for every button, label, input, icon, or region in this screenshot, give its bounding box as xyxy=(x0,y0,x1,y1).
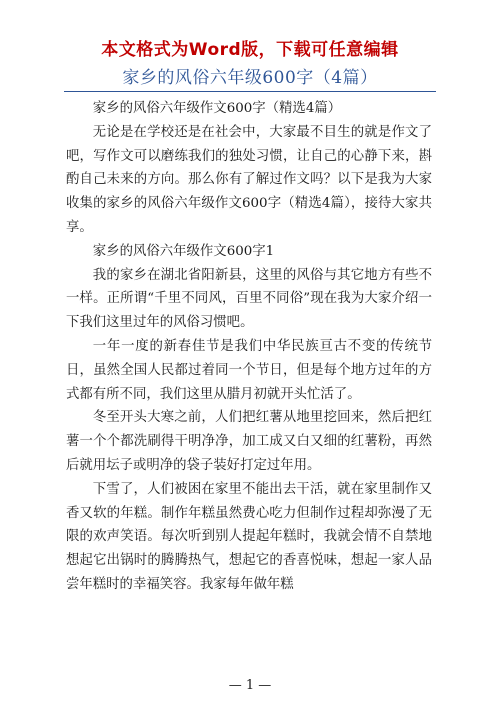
section-heading: 家乡的风俗六年级作文600字1 xyxy=(92,243,275,259)
body-paragraph: 无论是在学校还是在社会中，大家最不目生的就是作文了吧，写作文可以磨练我们的独处习惯，让自己的心静下来，斟酌自己未来的方向。那么你有了解过作文吗？以下是我为大家收集的家乡的风俗六年级作文600字（精选4篇），接待大家共享。 xyxy=(66,124,432,235)
body-paragraph: 下雪了，人们被困在家里不能出去干活，就在家里制作又香又软的年糕。制作年糕虽然费心吃力但制作过程却弥漫了无限的欢声笑语。每次听到别人提起年糕时，我就会情不自禁地想起它出锅时的腾腾热气，想起它的香喜悦味，想起一家人品尝年糕时的幸福笑容。我家每年做年糕 xyxy=(66,481,432,592)
format-banner: 本文格式为Word版，下载可任意编辑 xyxy=(101,40,399,60)
body-paragraph: 冬至开头大寒之前，人们把红薯从地里挖回来，然后把红薯一个个都洗刷得干明净净，加工成又白又细的红薯粉，再然后就用坛子或明净的袋子装好打定过年用。 xyxy=(66,410,432,473)
title-divider xyxy=(64,91,436,92)
body-paragraph: 一年一度的新春佳节是我们中华民族亘古不变的传统节日，虽然全国人民都过着同一个节日，但是每个地方过年的方式都有所不同，我们这里从腊月初就开头忙活了。 xyxy=(66,338,432,402)
document-body xyxy=(66,97,432,597)
page-number: — 1 — xyxy=(228,678,272,693)
body-paragraph: 我的家乡在湖北省阳新县，这里的风俗与其它地方有些不一样。正所谓“千里不同风，百里不同俗”现在我为大家介绍一下我们这里过年的风俗习惯吧。 xyxy=(66,267,432,331)
subtitle-paragraph: 家乡的风俗六年级作文600字（精选4篇） xyxy=(92,101,342,116)
document-title: 家乡的风俗六年级600字（4篇） xyxy=(122,68,378,88)
